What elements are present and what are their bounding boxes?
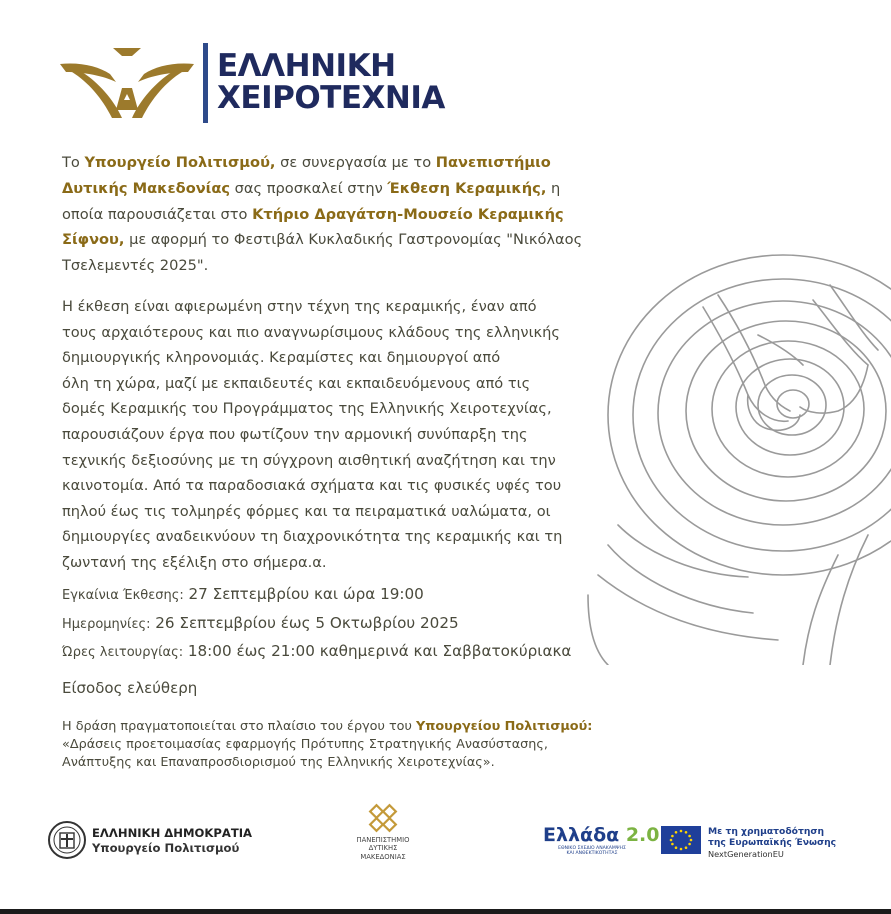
- description-paragraph: [62, 294, 612, 576]
- framework-note: [62, 718, 622, 772]
- description-line: παρουσιάζουν έργα που φωτίζουν την αρμονική συνύπαρξη της: [62, 425, 528, 443]
- hellenic-republic-seal-icon: [47, 820, 87, 860]
- dates-row: [62, 610, 571, 639]
- greece-2-0-subtitle: [547, 846, 637, 857]
- hellenic-republic-text: [92, 826, 252, 856]
- gr20-word: Ελλάδα: [543, 824, 620, 846]
- dates-value: 26 Σεπτεμβρίου έως 5 Οκτωβρίου 2025: [155, 613, 459, 632]
- opening-value: 27 Σεπτεμβρίου και ώρα 19:00: [188, 585, 424, 603]
- hours-label: Ώρες λειτουργίας:: [62, 645, 184, 660]
- gr-line1: ΕΛΛΗΝΙΚΗ ΔΗΜΟΚΡΑΤΙΑ: [92, 826, 253, 840]
- hours-value: 18:00 έως 21:00 καθημερινά και Σαββατοκύριακα: [187, 642, 572, 660]
- framework-line3: Ανάπτυξης και Επαναπροσδιορισμού της Ελληνικής Χειροτεχνίας».: [62, 755, 495, 770]
- opening-label: Εγκαίνια Έκθεσης:: [62, 588, 184, 603]
- eu-line1: Με τη χρηματοδότηση: [708, 826, 825, 837]
- bottom-bar: [0, 909, 891, 914]
- eu-line2: της Ευρωπαϊκής Ένωσης: [708, 837, 837, 849]
- uowm-line1: ΠΑΝΕΠΙΣΤΗΜΙΟ: [356, 836, 410, 844]
- description-line: πηλού έως τις τολμηρές φόρμες και τα πειραματικά υαλώματα, οι: [62, 502, 551, 520]
- elliniki-xeirotexnia-logo-mark: [58, 42, 196, 122]
- uowm-line3: ΜΑΚΕΔΟΝΙΑΣ: [360, 852, 406, 861]
- logo-divider: [203, 43, 208, 123]
- uowm-line2: ΔΥΤΙΚΗΣ: [368, 844, 398, 853]
- framework-line1: [62, 718, 622, 736]
- gr20-sub2: ΚΑΙ ΑΝΘΕΚΤΙΚΟΤΗΤΑΣ: [566, 851, 618, 857]
- intro-text-3: σας προσκαλεί στην: [230, 179, 388, 197]
- framework-highlight: Υπουργείου Πολιτισμού:: [415, 719, 593, 734]
- description-line: Η έκθεση είναι αφιερωμένη στην τέχνη της κεραμικής, έναν από: [62, 298, 537, 315]
- description-line: καινοτομία. Από τα παραδοσιακά σχήματα και τις φυσικές υφές του: [62, 477, 562, 495]
- description-line: ζωντανή της εξέλιξη στο σήμερα.α.: [62, 553, 327, 571]
- gr20-number: 2.0: [625, 824, 660, 846]
- description-line: όλη τη χώρα, μαζί με εκπαιδευτές και εκπαιδευόμενους από τις: [62, 374, 531, 392]
- description-line: δημιουργικής κληρονομιάς. Κεραμίστες και δημιουργοί από: [62, 349, 501, 367]
- hours-row: [62, 638, 571, 667]
- intro-highlight-exhibition: Έκθεση Κεραμικής,: [387, 179, 547, 197]
- intro-text-2: σε συνεργασία με το: [275, 154, 436, 171]
- intro-text-1: Το: [62, 154, 85, 171]
- gr-line2: Υπουργείο Πολιτισμού: [92, 841, 240, 855]
- greece-2-0-logo: [543, 824, 659, 846]
- description-line: δημιουργίες αναδεικνύουν τη διαχρονικότητα της κεραμικής και τη: [62, 528, 563, 546]
- intro-highlight-university: Πανεπιστήμιο Δυτικής Μακεδονίας: [62, 154, 551, 197]
- eu-line3: NextGenerationEU: [708, 848, 784, 859]
- pottery-wheel-illustration: [578, 215, 891, 665]
- uowm-knot-icon: [368, 803, 398, 833]
- opening-row: [62, 581, 571, 610]
- free-entry: Είσοδος ελεύθερη: [62, 679, 198, 697]
- brand-title-line1: ΕΛΛΗΝΙΚΗ: [217, 48, 396, 84]
- eu-funding-text: [708, 826, 836, 860]
- intro-text-4: η οποία παρουσιάζεται στο: [62, 179, 561, 223]
- brand-title-line2: ΧΕΙΡΟΤΕΧΝΙΑ: [217, 80, 445, 116]
- brand-title: [217, 50, 445, 114]
- description-line: δομές Κεραμικής του Προγράμματος της Ελληνικής Χειροτεχνίας,: [62, 400, 552, 418]
- description-line: τους αρχαιότερους και πιο αναγνωρίσιμους κλάδους της ελληνικής: [62, 323, 560, 341]
- intro-text-5: με αφορμή το Φεστιβάλ Κυκλαδικής Γαστρονομίας "Νικόλαος Τσελεμεντές 2025".: [62, 231, 583, 275]
- dates-label: Ημερομηνίες:: [62, 616, 151, 632]
- eu-flag-icon: [661, 826, 701, 854]
- intro-paragraph: [62, 150, 602, 279]
- description-line: τεχνικής δεξιοσύνης με τη σύγχρονη αισθητική αναζήτηση και την: [62, 451, 556, 469]
- uowm-text: [345, 836, 421, 861]
- event-info: [62, 581, 571, 667]
- intro-highlight-ministry: Υπουργείο Πολιτισμού,: [84, 154, 276, 171]
- framework-line2: «Δράσεις προετοιμασίας εφαρμογής Πρότυπης Στρατηγικής Ανασύστασης,: [62, 737, 548, 752]
- framework-prefix: Η δράση πραγματοποιείται στο πλαίσιο του έργου του: [62, 719, 416, 734]
- gr20-sub1: ΕΘΝΙΚΟ ΣΧΕΔΙΟ ΑΝΑΚΑΜΨΗΣ: [558, 846, 626, 851]
- intro-highlight-venue: Κτήριο Δραγάτση-Μουσείο Κεραμικής Σίφνου,: [62, 205, 564, 249]
